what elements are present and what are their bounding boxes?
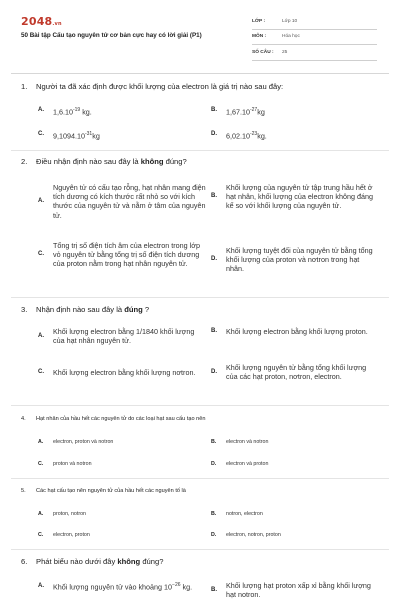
option-text: $1,6.10^{-19}$ kg. bbox=[53, 107, 92, 117]
option-text: Khối lượng electron bằng 1/1840 khối lượng của hạt nhân nguyên tử. bbox=[53, 327, 195, 346]
option-letter: C. bbox=[38, 532, 44, 538]
meta-key: SỐ CÂU : bbox=[252, 49, 274, 55]
meta-value: 25 bbox=[282, 49, 288, 55]
question-divider bbox=[11, 549, 389, 550]
site-logo[interactable] bbox=[21, 15, 62, 28]
option-b[interactable] bbox=[211, 183, 379, 211]
option-letter: C. bbox=[38, 461, 44, 467]
option-letter: A. bbox=[38, 332, 44, 339]
option-text: proton và notron bbox=[53, 461, 92, 467]
question-text: Người ta đã xác định được khối lượng của electron là giá trị nào sau đây: bbox=[36, 82, 284, 91]
option-text: electron, notron, proton bbox=[226, 532, 281, 538]
option-letter: B. bbox=[211, 439, 217, 445]
question-text: Điều nhận định nào sau đây là không đúng? bbox=[36, 157, 187, 166]
option-b[interactable] bbox=[211, 327, 379, 336]
option-a[interactable] bbox=[38, 327, 206, 345]
option-d[interactable] bbox=[211, 130, 267, 141]
option-letter: D. bbox=[211, 532, 217, 538]
option-a[interactable] bbox=[38, 510, 86, 518]
option-letter: A. bbox=[38, 582, 44, 589]
option-text: Khối lượng electron bằng khối lượng nơtron. bbox=[53, 368, 196, 377]
option-text: electron và notron bbox=[226, 439, 269, 445]
option-letter: A. bbox=[38, 511, 44, 517]
meta-row-class bbox=[252, 14, 377, 30]
question-header bbox=[21, 157, 187, 167]
question-number: 2. bbox=[21, 157, 28, 166]
question-text: Nhận định nào sau đây là đúng ? bbox=[36, 305, 150, 314]
option-text: Khối lượng nguyên tử vào khoảng $10^{-26}$ kg. bbox=[53, 582, 193, 592]
option-text: electron, proton và notron bbox=[53, 439, 114, 445]
question-text: Phát biểu nào dưới đây không đúng? bbox=[36, 557, 164, 566]
option-c[interactable] bbox=[38, 460, 92, 468]
option-text: $9,1094.10^{-31}kg$ bbox=[53, 131, 100, 141]
question-header bbox=[21, 557, 163, 567]
option-letter: D. bbox=[211, 256, 217, 263]
option-c[interactable] bbox=[38, 368, 206, 377]
option-d[interactable] bbox=[211, 460, 268, 468]
document-header bbox=[0, 0, 400, 62]
question-divider bbox=[11, 150, 389, 151]
question-text: Hạt nhân của hầu hết các nguyên tử do các loại hạt sau cấu tạo nên bbox=[36, 416, 206, 422]
logo-suffix: .vn bbox=[52, 21, 62, 27]
option-d[interactable] bbox=[211, 531, 281, 539]
option-a[interactable] bbox=[38, 581, 206, 592]
header-divider bbox=[11, 73, 389, 74]
meta-table bbox=[252, 14, 377, 61]
option-d[interactable] bbox=[211, 363, 379, 381]
option-letter: D. bbox=[211, 368, 217, 375]
meta-row-count bbox=[252, 45, 377, 61]
question-text: Các hạt cấu tạo nên nguyên tử của hầu hết các nguyên tố là bbox=[36, 488, 186, 494]
option-letter: D. bbox=[211, 461, 217, 467]
meta-key: MÔN : bbox=[252, 34, 267, 40]
option-letter: A. bbox=[38, 439, 44, 445]
option-letter: B. bbox=[211, 511, 217, 517]
option-text: Khối lượng electron bằng khối lượng proton. bbox=[226, 327, 368, 336]
option-text: Tổng trị số điện tích âm của electron trong lớp vỏ nguyên tử bằng tổng trị số điện tích dương của proton nằm trong hạt nhân nguyên tử. bbox=[53, 241, 200, 269]
option-letter: A. bbox=[38, 197, 44, 204]
option-text: electron, proton bbox=[53, 532, 90, 538]
option-d[interactable] bbox=[211, 246, 379, 274]
option-a[interactable] bbox=[38, 106, 92, 117]
option-text: notron, electron bbox=[226, 511, 263, 517]
question-header bbox=[21, 305, 149, 315]
option-text: $6,02.10^{-23}kg$. bbox=[226, 131, 267, 141]
option-c[interactable] bbox=[38, 241, 206, 269]
option-text: Khối lượng nguyên tử bằng tổng khối lượng của các hạt proton, nơtron, electron. bbox=[226, 363, 367, 382]
meta-value: Lớp 10 bbox=[282, 18, 298, 24]
meta-value: Hóa học bbox=[282, 34, 300, 40]
option-letter: C. bbox=[38, 369, 44, 375]
option-b[interactable] bbox=[211, 510, 263, 518]
option-text: $1,67.10^{-27}kg$ bbox=[226, 107, 265, 117]
option-text: Khối lượng tuyệt đối của nguyên tử bằng tổng khối lượng của proton và nơtron trong hạt nhân. bbox=[226, 246, 373, 274]
option-text: electron và proton bbox=[226, 461, 269, 467]
option-c[interactable] bbox=[38, 531, 90, 539]
option-a[interactable] bbox=[38, 438, 113, 446]
question-number: 4. bbox=[21, 416, 26, 422]
option-letter: B. bbox=[211, 328, 217, 334]
logo-text: 2048 bbox=[21, 15, 53, 28]
option-letter: C. bbox=[38, 251, 44, 258]
question-number: 3. bbox=[21, 305, 28, 314]
option-b[interactable] bbox=[211, 106, 265, 117]
option-b[interactable] bbox=[211, 438, 268, 446]
option-text: proton, notron bbox=[53, 511, 86, 517]
option-text: Nguyên tử có cấu tạo rỗng, hạt nhân mang điện tích dương có kích thước rất nhỏ so với kích thước của nguyên tử và nằm ở tâm của nguyên tử. bbox=[53, 183, 206, 220]
question-divider bbox=[11, 478, 389, 479]
question-divider bbox=[11, 405, 389, 406]
option-c[interactable] bbox=[38, 130, 100, 141]
meta-row-subject bbox=[252, 30, 377, 46]
question-number: 5. bbox=[21, 488, 26, 494]
question-header bbox=[21, 414, 206, 424]
question-header bbox=[21, 82, 283, 92]
option-letter: B. bbox=[211, 107, 217, 113]
option-b[interactable] bbox=[211, 581, 379, 599]
option-letter: C. bbox=[38, 131, 44, 137]
option-text: Khối lượng của nguyên tử tập trung hầu hết ở hạt nhân, khối lượng của electron không đáng kể so với khối lượng của nguyên tử. bbox=[226, 183, 373, 211]
option-letter: D. bbox=[211, 131, 217, 137]
option-letter: B. bbox=[211, 586, 217, 593]
option-a[interactable] bbox=[38, 183, 206, 220]
option-text: Khối lượng hạt proton xấp xỉ bằng khối lượng hạt notron. bbox=[226, 581, 371, 600]
meta-key: LỚP : bbox=[252, 18, 266, 24]
question-number: 6. bbox=[21, 557, 28, 566]
option-letter: A. bbox=[38, 107, 44, 113]
question-header bbox=[21, 486, 186, 496]
question-number: 1. bbox=[21, 82, 28, 91]
document-title: 50 Bài tập Cấu tạo nguyên tử cơ bản cực hay có lời giải (P1) bbox=[21, 32, 202, 39]
question-divider bbox=[11, 297, 389, 298]
option-letter: B. bbox=[211, 193, 217, 200]
